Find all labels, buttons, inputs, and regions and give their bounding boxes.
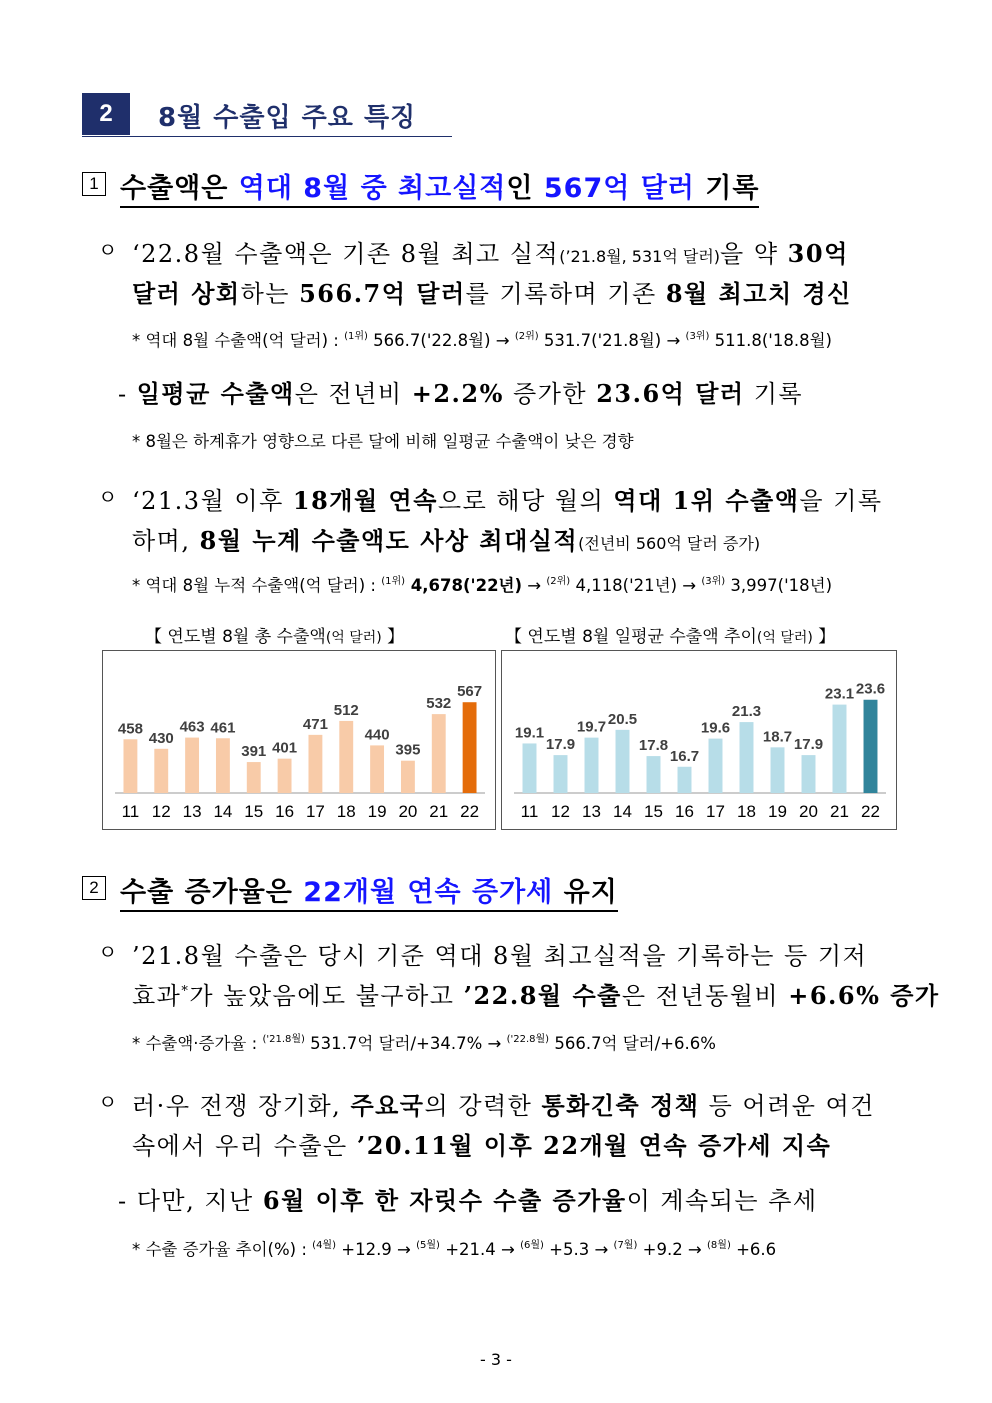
data-label: 458 [117, 720, 143, 738]
text: 은 전년동월비 [621, 982, 789, 1010]
text: 를 기록하며 기존 [465, 280, 666, 308]
chart-title-right [505, 622, 835, 647]
note-text: → [522, 576, 547, 595]
text-bold: 달러 상회 [132, 279, 241, 308]
text-bold: 23.6억 달러 [596, 379, 745, 408]
note-text: 566.7억 달러/+6.6% [549, 1034, 716, 1053]
month-label: (6월) [520, 1240, 544, 1251]
text: ‘21.3월 이후 [132, 487, 293, 515]
tick-label: 17 [706, 802, 725, 821]
data-label: 21.3 [731, 703, 762, 721]
note-5 [132, 1236, 776, 1260]
text-bold: 역대 1위 수출액 [613, 486, 800, 515]
period-label: ('21.8월) [262, 1034, 305, 1045]
note-text: 531.7억 달러/+34.7% → [304, 1034, 507, 1053]
text: 을 기록 [799, 487, 883, 515]
data-label: 16.7 [669, 747, 700, 765]
text-small: (’21.8월, 531억 달러) [559, 247, 721, 266]
subheading-2-highlight: 22개월 연속 증가세 [303, 877, 554, 908]
tick-label: 12 [151, 802, 171, 821]
text-bold: 566.7억 달러 [299, 279, 466, 308]
text: 가 높았음에도 불구하고 [189, 982, 464, 1010]
data-label: 401 [272, 739, 298, 757]
bar [864, 700, 878, 793]
note-3 [132, 572, 832, 596]
tick-label: 20 [799, 802, 818, 821]
note-text: +6.6 [730, 1240, 777, 1259]
tick-label: 19 [768, 802, 787, 821]
subheading-1-part: 인 [506, 173, 544, 204]
tick-label: 20 [398, 802, 418, 821]
bar [740, 722, 754, 793]
text: 하며, [132, 527, 200, 555]
paragraph-2-line-1 [132, 481, 883, 516]
text: 이 계속되는 추세 [626, 1187, 818, 1215]
note-text: * 역대 8월 누적 수출액(억 달러) : [132, 576, 382, 595]
text: - 다만, 지난 [118, 1187, 263, 1215]
note-text: +9.2 → [637, 1240, 708, 1259]
bar [247, 762, 261, 793]
bar [771, 747, 785, 793]
text-bold: 8월 최고치 경신 [665, 279, 852, 308]
subheading-1-text [120, 166, 759, 208]
tick-label: 13 [582, 802, 601, 821]
paragraph-3-line-2 [132, 976, 940, 1011]
note-text-bold: 4,678('22년) [405, 576, 523, 595]
data-label: 23.6 [855, 680, 886, 698]
dash-item-1 [118, 374, 803, 409]
paragraph-4-line-1 [132, 1086, 875, 1121]
month-label: (7월) [613, 1240, 638, 1251]
tick-label: 14 [613, 802, 632, 821]
chart-daily-exports-svg [502, 651, 896, 829]
tick-label: 16 [675, 802, 694, 821]
subheading-1-part: 기록 [694, 173, 760, 204]
tick-label: 15 [644, 802, 663, 821]
text-bold: 6월 이후 한 자릿수 수출 증가율 [262, 1186, 627, 1215]
paragraph-4-line-2 [132, 1126, 831, 1161]
rank-label: (3위) [701, 576, 726, 587]
note-text: * 수출 증가율 추이(%) : [132, 1240, 313, 1259]
rank-label: (1위) [381, 576, 406, 587]
data-label: 18.7 [762, 728, 793, 746]
data-label: 19.1 [514, 724, 545, 742]
rank-label: (3위) [685, 331, 710, 342]
note-2: * 8월은 하계휴가 영향으로 다른 달에 비해 일평균 수출액이 낮은 경향 [132, 432, 634, 451]
rank-label: (2위) [514, 331, 539, 342]
bar [370, 745, 384, 793]
chart-total-exports-svg [103, 651, 495, 829]
text-bold: +6.6% 증가 [788, 981, 940, 1010]
data-label: 23.1 [824, 685, 855, 703]
bullet-icon: ㅇ [98, 485, 119, 509]
note-text: 3,997('18년) [725, 576, 833, 595]
data-label: 17.9 [793, 736, 824, 754]
tick-label: 15 [244, 802, 264, 821]
text-bold: 통화긴축 정책 [541, 1091, 700, 1120]
text-bold: +2.2% [411, 379, 504, 408]
tick-label: 12 [551, 802, 570, 821]
bullet-icon: ㅇ [98, 1090, 119, 1114]
data-label: 17.9 [545, 736, 576, 754]
bar [154, 749, 168, 793]
data-label: 532 [426, 695, 452, 713]
bar [308, 735, 322, 793]
section-title: 8월 수출입 주요 특징 [158, 103, 417, 133]
data-label: 19.7 [576, 718, 607, 736]
text: 효과 [132, 982, 182, 1010]
data-label: 391 [241, 743, 267, 761]
subheading-1-highlight: 역대 8월 중 최고실적 [238, 173, 507, 204]
text-bold: 30억 [787, 239, 849, 268]
text: 기록 [744, 380, 804, 408]
note-text: 531.7('21.8월) → [538, 331, 686, 350]
bar [802, 755, 816, 793]
note-1 [132, 327, 832, 351]
chart-title-left [145, 622, 404, 647]
data-label: 471 [302, 715, 328, 733]
text: 하는 [240, 280, 300, 308]
note-text: 566.7('22.8월) → [367, 331, 515, 350]
paragraph-2-line-2 [132, 521, 760, 556]
note-text: 511.8('18.8월) [709, 331, 832, 350]
note-text: +5.3 → [543, 1240, 614, 1259]
data-label: 395 [395, 741, 421, 759]
text: 의 강력한 [424, 1092, 542, 1120]
chart-daily-exports [501, 650, 897, 830]
note-4 [132, 1030, 716, 1054]
section-header [82, 93, 452, 137]
tick-label: 11 [520, 802, 539, 821]
footnote-mark: * [181, 984, 190, 999]
subheading-2-text [120, 870, 618, 912]
period-label: ('22.8월) [506, 1034, 550, 1045]
data-label: 20.5 [607, 710, 638, 728]
bar [401, 761, 415, 793]
data-label: 461 [210, 719, 236, 737]
subheading-2-number: 2 [82, 876, 106, 900]
chart-total-exports [102, 650, 496, 830]
text-bold: 주요국 [350, 1091, 425, 1120]
note-text: 4,118('21년) → [570, 576, 702, 595]
month-label: (8월) [707, 1240, 731, 1251]
text: 증가한 [503, 380, 597, 408]
dash-item-2 [118, 1181, 818, 1216]
data-label: 440 [364, 726, 390, 744]
subheading-2-part: 수출 증가율은 [120, 877, 304, 908]
data-label: 17.8 [638, 737, 669, 755]
text-small: (전년비 560억 달러 증가) [578, 534, 761, 553]
data-label: 430 [148, 729, 174, 747]
bar [647, 756, 661, 793]
tick-label: 18 [737, 802, 756, 821]
bar [709, 739, 723, 793]
bar [339, 721, 353, 793]
paragraph-1-line-1 [132, 234, 849, 269]
rank-label: (1위) [344, 331, 368, 342]
tick-label: 19 [367, 802, 387, 821]
text: - [118, 380, 137, 408]
note-text: * 역대 8월 수출액(억 달러) : [132, 331, 345, 350]
tick-label: 18 [336, 802, 356, 821]
bullet-icon: ㅇ [98, 238, 119, 262]
bar [278, 759, 292, 793]
rank-label: (2위) [546, 576, 571, 587]
tick-label: 17 [305, 802, 325, 821]
bar [833, 705, 847, 793]
month-label: (4월) [312, 1240, 336, 1251]
tick-label: 11 [121, 802, 140, 821]
bar [185, 738, 199, 793]
bar [616, 730, 630, 793]
tick-label: 21 [429, 802, 449, 821]
text-small: (억 달러) [756, 630, 813, 646]
subheading-1-number: 1 [82, 172, 106, 196]
text: 으로 해당 월의 [437, 487, 614, 515]
bar [123, 739, 137, 793]
tick-label: 13 [182, 802, 202, 821]
subheading-1-highlight: 567억 달러 [543, 173, 695, 204]
text: 을 약 [720, 240, 788, 268]
month-label: (5월) [416, 1240, 440, 1251]
tick-label: 22 [460, 802, 480, 821]
bar [678, 767, 692, 793]
text-bold: ’22.8월 수출 [463, 981, 622, 1010]
text-bold: ’20.11월 이후 22개월 연속 증가세 지속 [356, 1131, 832, 1160]
note-text: +21.4 → [439, 1240, 521, 1259]
text-bold: 8월 누계 수출액도 사상 최대실적 [199, 526, 579, 555]
bullet-icon: ㅇ [98, 940, 119, 964]
text: 속에서 우리 수출은 [132, 1132, 357, 1160]
note-text: * 수출액·증가율 : [132, 1034, 263, 1053]
text: 등 어려운 여건 [699, 1092, 875, 1120]
data-label: 463 [179, 718, 205, 736]
text: 러·우 전쟁 장기화, [132, 1092, 351, 1120]
note-text: +12.9 → [336, 1240, 417, 1259]
paragraph-3-line-1: ’21.8월 수출은 당시 기준 역대 8월 최고실적을 기록하는 등 기저 [132, 942, 868, 970]
bar [585, 738, 599, 793]
tick-label: 16 [275, 802, 295, 821]
text: 】 [812, 627, 836, 647]
text: 】 [381, 627, 405, 647]
bar [432, 714, 446, 793]
data-label: 512 [333, 701, 359, 719]
bar [554, 755, 568, 793]
text-small: (억 달러) [325, 630, 382, 646]
tick-label: 21 [830, 802, 849, 821]
bar [463, 702, 477, 793]
text: 【 연도별 8월 총 수출액 [145, 627, 326, 647]
paragraph-1-line-2 [132, 274, 852, 309]
page-number: - 3 - [480, 1350, 512, 1369]
text-bold: 18개월 연속 [292, 486, 438, 515]
subheading-1-part: 수출액은 [120, 173, 239, 204]
text-bold: 일평균 수출액 [136, 379, 295, 408]
tick-label: 22 [861, 802, 880, 821]
text: 【 연도별 8월 일평균 수출액 추이 [505, 627, 757, 647]
data-label: 567 [457, 683, 483, 701]
tick-label: 14 [213, 802, 233, 821]
section-number: 2 [82, 93, 130, 135]
subheading-2-part: 유지 [553, 877, 618, 908]
bar [523, 743, 537, 793]
data-label: 19.6 [700, 719, 731, 737]
text: 은 전년비 [294, 380, 412, 408]
bar [216, 738, 230, 793]
text: ‘22.8월 수출액은 기존 8월 최고 실적 [132, 240, 560, 268]
